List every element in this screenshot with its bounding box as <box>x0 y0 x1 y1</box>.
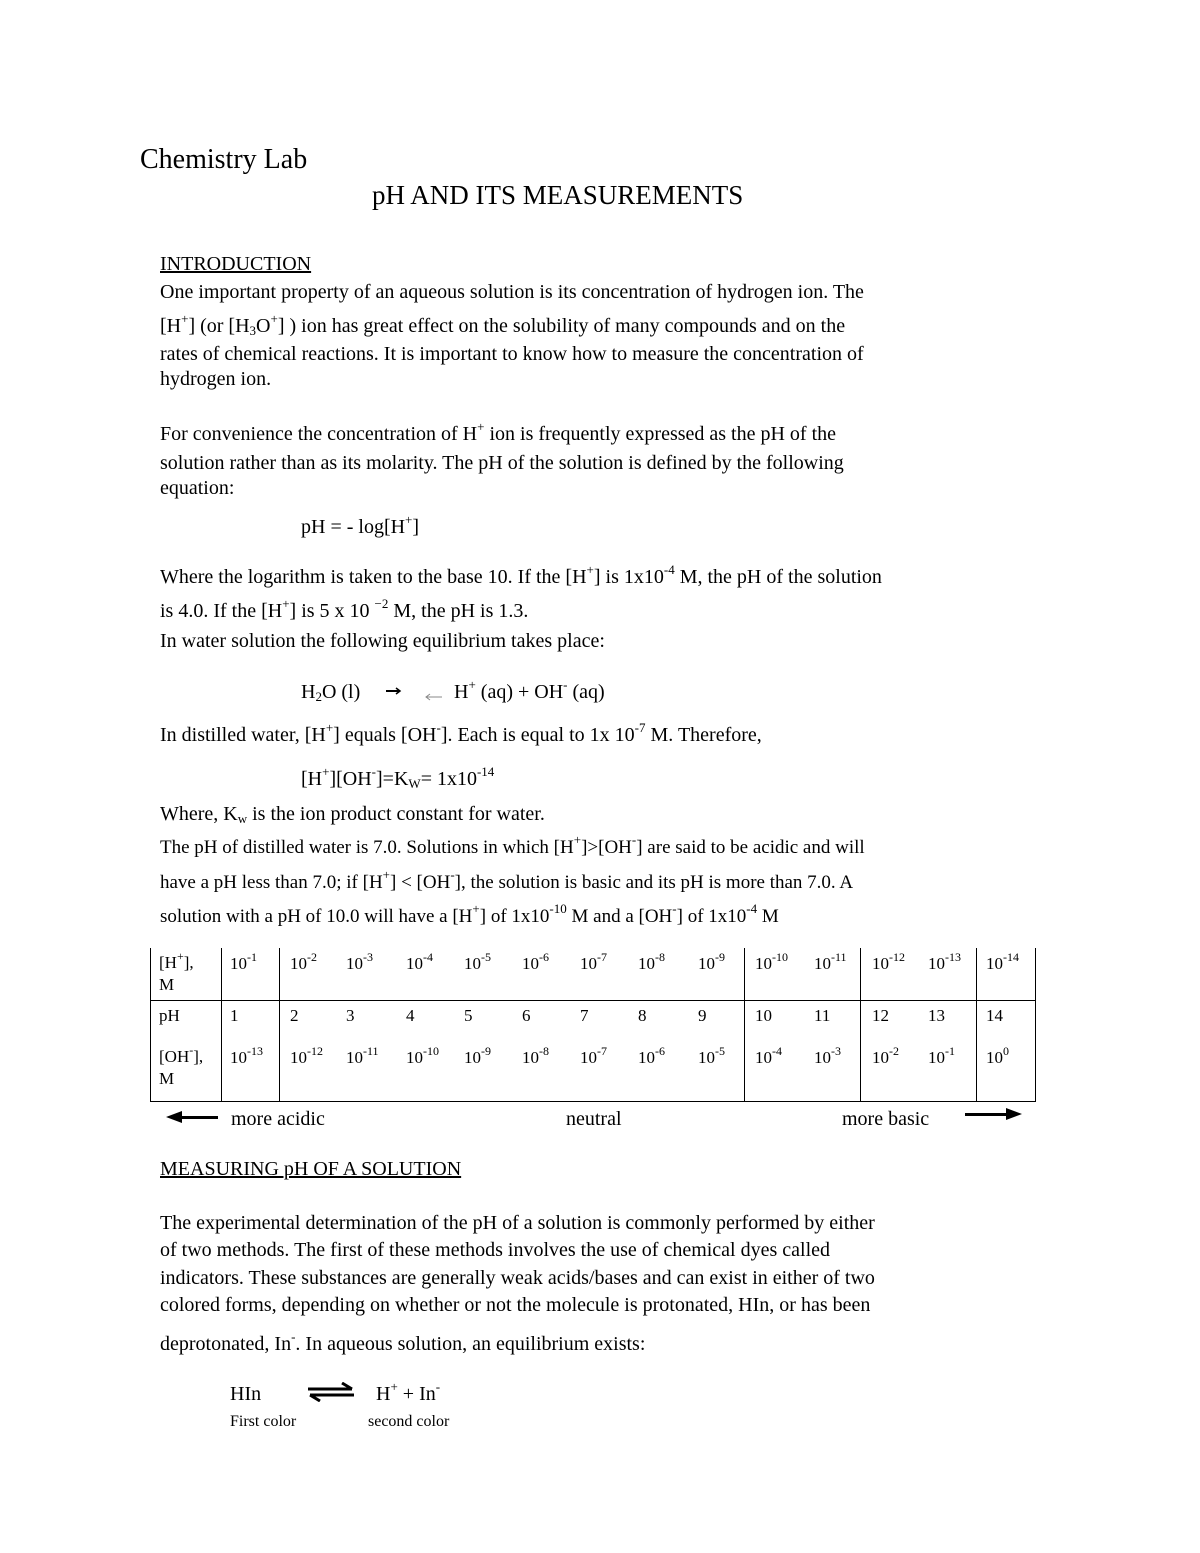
ph-value-cell: 3 <box>346 1006 355 1025</box>
h-concentration-cell: $10^{-14}$ <box>986 950 1019 973</box>
h-concentration-cell: $10^{-9}$ <box>698 950 725 973</box>
paragraph-line: deprotonated, In-. In aqueous solution, an equilibrium exists: <box>160 1329 646 1355</box>
row-label-h: [H+], M <box>159 949 194 994</box>
oh-concentration-cell: $10^{-12}$ <box>290 1044 323 1067</box>
section-heading-measuring: MEASURING pH OF A SOLUTION <box>160 1158 462 1180</box>
ph-value-cell: 6 <box>522 1006 531 1025</box>
paragraph-line: Where, $K_w$ is the ion product constant for water. <box>160 803 545 826</box>
scale-label-neutral: neutral <box>566 1108 622 1130</box>
oh-concentration-cell: $10^{-11}$ <box>346 1044 379 1067</box>
ph-scale-table <box>150 948 1036 1102</box>
ph-value-cell: 13 <box>928 1006 945 1025</box>
h-concentration-cell: $10^{-8}$ <box>638 950 665 973</box>
h-concentration-cell: $10^{-2}$ <box>290 950 317 973</box>
paragraph-line: of two methods. The first of these methods involves the use of chemical dyes called <box>160 1239 831 1261</box>
oh-concentration-cell: $10^{-7}$ <box>580 1044 607 1067</box>
paragraph-line: In water solution the following equilibrium takes place: <box>160 630 605 652</box>
oh-concentration-cell: $10^{-5}$ <box>698 1044 725 1067</box>
oh-concentration-cell: $10^{-9}$ <box>464 1044 491 1067</box>
paragraph-line: solution rather than as its molarity. The pH of the solution is defined by the following <box>160 452 844 474</box>
equation-hin: HIn <box>230 1383 262 1405</box>
ph-value-cell: 10 <box>755 1006 772 1025</box>
paragraph-line: is 4.0. If the [H+] is 5 x 10 $^{-2}$ M, the pH is 1.3. <box>160 596 529 622</box>
equilibrium-arrows-icon <box>384 686 444 702</box>
h-concentration-cell: $10^{-13}$ <box>928 950 961 973</box>
scale-label-basic: more basic <box>842 1108 930 1130</box>
oh-concentration-cell: $10^{-2}$ <box>872 1044 899 1067</box>
equation-water-equilibrium: $H_2O$ (l) <box>301 681 361 704</box>
equation-water-products: H+ (aq) + OH- (aq) <box>454 677 605 703</box>
ph-value-cell: 14 <box>986 1006 1003 1025</box>
first-color-label: First color <box>230 1413 297 1430</box>
paragraph-line: hydrogen ion. <box>160 368 272 390</box>
paragraph-line: The experimental determination of the pH of a solution is commonly performed by either <box>160 1212 875 1234</box>
ph-value-cell: 7 <box>580 1006 589 1025</box>
h-concentration-cell: $10^{-5}$ <box>464 950 491 973</box>
oh-concentration-cell: $10^{-1}$ <box>928 1044 955 1067</box>
equilibrium-arrows-icon <box>306 1382 356 1402</box>
paragraph-line: have a pH less than 7.0; if [H+] < [OH-], the solution is basic and its pH is more than 7.0. A <box>160 867 854 893</box>
ph-value-cell: 11 <box>814 1006 831 1025</box>
oh-concentration-cell: $10^{-13}$ <box>230 1044 263 1067</box>
equation-kw: $[H^+][OH^-]=K_W= 1x10^{-14}$ <box>301 764 495 791</box>
oh-concentration-cell: $10^0$ <box>986 1044 1009 1067</box>
equation-ph-definition: pH = - log[H+] <box>301 512 420 538</box>
paragraph-line: indicators. These substances are generally weak acids/bases and can exist in either of two <box>160 1267 875 1289</box>
row-label-ph: pH <box>159 1006 180 1025</box>
row-label-oh: [OH-], M <box>159 1043 204 1088</box>
h-concentration-cell: $10^{-4}$ <box>406 950 433 973</box>
ph-value-cell: 4 <box>406 1006 415 1025</box>
right-arrow-icon <box>1006 1106 1022 1122</box>
course-label: Chemistry Lab <box>140 144 308 175</box>
paragraph-line: solution with a pH of 10.0 will have a [H+] of $1x10^{-10}$ M and a [OH-] of $1x10^{-4}$ M <box>160 901 779 927</box>
paragraph-line: equation: <box>160 477 235 499</box>
oh-concentration-cell: $10^{-3}$ <box>814 1044 841 1067</box>
h-concentration-cell: $10^{-10}$ <box>755 950 788 973</box>
ph-value-cell: 1 <box>230 1006 239 1025</box>
paragraph-line: rates of chemical reactions. It is important to know how to measure the concentration of <box>160 343 864 365</box>
paragraph-line: For convenience the concentration of H+ ion is frequently expressed as the pH of the <box>160 419 837 445</box>
ph-value-cell: 2 <box>290 1006 299 1025</box>
more-acidic-arrow-line <box>178 1116 218 1119</box>
second-color-label: second color <box>368 1413 450 1430</box>
oh-concentration-cell: $10^{-8}$ <box>522 1044 549 1067</box>
paragraph-line: colored forms, depending on whether or not the molecule is protonated, HIn, or has been <box>160 1294 871 1316</box>
ph-value-cell: 9 <box>698 1006 707 1025</box>
more-basic-arrow-line <box>965 1113 1009 1116</box>
oh-concentration-cell: $10^{-10}$ <box>406 1044 439 1067</box>
oh-concentration-cell: $10^{-4}$ <box>755 1044 782 1067</box>
h-concentration-cell: $10^{-7}$ <box>580 950 607 973</box>
ph-value-cell: 12 <box>872 1006 889 1025</box>
paragraph-line: One important property of an aqueous solution is its concentration of hydrogen ion. The <box>160 281 864 303</box>
paragraph-line: The pH of distilled water is 7.0. Solutions in which [H+]>[OH-] are said to be acidic and will <box>160 832 865 858</box>
section-heading-introduction: INTRODUCTION <box>160 253 312 275</box>
paragraph-line: In distilled water, [H+] equals [OH-]. Each is equal to 1x $10^{-7}$ M. Therefore, <box>160 720 762 746</box>
scale-label-acidic: more acidic <box>231 1108 325 1130</box>
paragraph-line: Where the logarithm is taken to the base 10. If the [H+] is $1x10^{-4}$ M, the pH of the solution <box>160 562 882 588</box>
oh-concentration-cell: $10^{-6}$ <box>638 1044 665 1067</box>
paragraph-line: [H+] (or $[H_3O^+]$ ) ion has great effect on the solubility of many compounds and on the <box>160 311 846 338</box>
h-concentration-cell: $10^{-3}$ <box>346 950 373 973</box>
page-title: pH AND ITS MEASUREMENTS <box>372 180 744 210</box>
h-concentration-cell: $10^{-12}$ <box>872 950 905 973</box>
ph-value-cell: 5 <box>464 1006 473 1025</box>
h-concentration-cell: $10^{-6}$ <box>522 950 549 973</box>
ph-value-cell: 8 <box>638 1006 647 1025</box>
h-concentration-cell: $10^{-1}$ <box>230 950 257 973</box>
h-concentration-cell: $10^{-11}$ <box>814 950 847 973</box>
left-arrow-icon <box>166 1109 182 1125</box>
equation-products: H+ + In- <box>376 1379 441 1405</box>
